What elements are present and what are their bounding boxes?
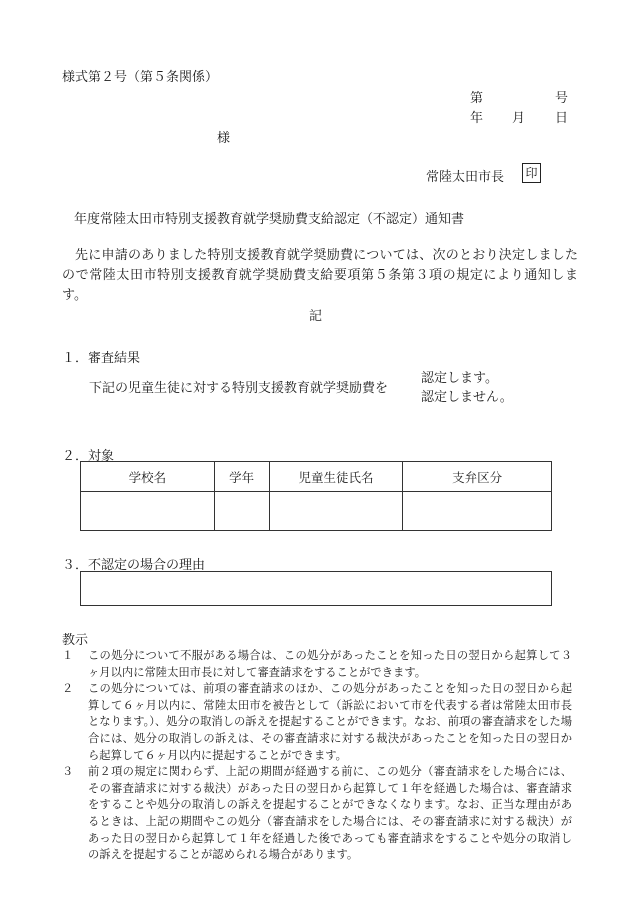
issuer-name: 常陸太田市長: [426, 170, 505, 185]
column-student-name: 児童生徒氏名: [269, 462, 403, 492]
body-paragraph: 先に申請のありました特別支援教育就学奨励費については、次のとおり決定しましたので常陸太田市特別支援教育就学奨励費支給要項第５条第３項の規定により通知します。: [62, 248, 578, 303]
section2-heading: ２．対象: [62, 449, 115, 464]
notice-item-text: この処分については、前項の審査請求のほか、この処分があったことを知った日の翌日から起算して６ヶ月以内に、常陸太田市を被告として（訴訟において市を代表する者は常陸太田市長となります。）、処分の取消しの訴えを提起することができます。なお、前項の審査請求をした場合には、処分の取消しの訴えは、その審査請求に対する裁決があったことを知った日の翌日から起算して６ヶ月以内に提起することができます。: [88, 682, 572, 762]
document-number-label: 第: [470, 91, 484, 106]
reason-box[interactable]: [80, 571, 552, 606]
cell-payment-category[interactable]: [403, 492, 552, 531]
cell-school-name[interactable]: [81, 492, 215, 531]
target-table: [80, 461, 552, 531]
column-grade: 学年: [214, 462, 269, 492]
document-number-suffix: 号: [555, 91, 569, 106]
addressee-honorific: 様: [217, 131, 231, 146]
column-school-name: 学校名: [81, 462, 215, 492]
notice-item: [62, 681, 572, 764]
section1-text: 下記の児童生徒に対する特別支援教育就学奨励費を: [89, 381, 389, 396]
table-row: [81, 492, 552, 531]
notice-item: [62, 764, 572, 864]
notice-item-number: ２: [62, 682, 74, 696]
notice-item-text: この処分について不服がある場合は、この処分があったことを知った日の翌日から起算して３ヶ月以内に常陸太田市長に対して審査請求をすることができます。: [88, 649, 572, 679]
cell-student-name[interactable]: [269, 492, 403, 531]
date-day-label: 日: [555, 111, 569, 126]
notice-item: [62, 648, 572, 681]
date-month-label: 月: [512, 111, 526, 126]
seal-mark: 印: [522, 163, 541, 183]
notice-item-text: 前２項の規定に関わらず、上記の期間が経過する前に、この処分（審査請求をした場合には、その審査請求に対する裁決）があった日の翌日から起算して１年を経過した場合は、審査請求をすることや処分の取消しの訴えを提起することができなくなります。なお、正当な理由があるときは、上記の期間やこの処分（審査請求をした場合には、その審査請求に対する裁決）があった日の翌日から起算して１年を経過した後であっても審査請求をすることや処分の取消しの訴えを提起することが認められる場合があります。: [88, 765, 572, 862]
option-approve: 認定します。: [421, 371, 498, 386]
ki-mark: 記: [309, 309, 323, 324]
form-number: 様式第２号（第５条関係）: [62, 70, 219, 85]
document-title: 年度常陸太田市特別支援教育就学奨励費支給認定（不認定）通知書: [74, 212, 465, 227]
cell-grade[interactable]: [214, 492, 269, 531]
section3-heading: ３．不認定の場合の理由: [62, 558, 206, 573]
date-year-label: 年: [470, 111, 484, 126]
notice-list: [62, 648, 572, 864]
table-header-row: [81, 462, 552, 492]
notice-item-number: １: [62, 649, 74, 662]
column-payment-category: 支弁区分: [403, 462, 552, 492]
notice-item-number: ３: [62, 765, 74, 779]
section1-heading: １．審査結果: [62, 351, 141, 366]
notice-heading: 教示: [62, 633, 89, 648]
option-reject: 認定しません。: [421, 390, 513, 405]
